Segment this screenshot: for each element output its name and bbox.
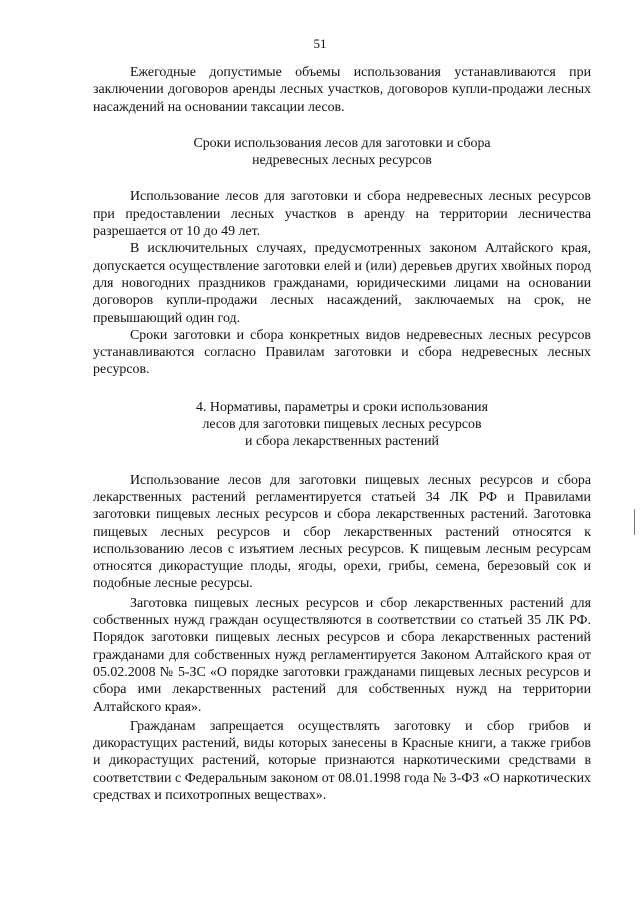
nonwood-paragraph: Использование лесов для заготовки и сбора недревесных лесных ресурсов при предоставлении лесных участков в аренду на территории лесничества разрешается от 10 до 49 лет.: [93, 189, 591, 240]
section-heading-food-resources: [93, 399, 591, 451]
food-paragraph: Использование лесов для заготовки пищевых лесных ресурсов и сбора лекарственных растений регламентируется статьей 34 ЛК РФ и Правилами заготовки пищевых лесных ресурсов и сбора лекарственных растений. Заготовка пищевых лесных ресурсов и сбор лекарственных растений относятся к использованию лесов с изъятием лесных ресурсов. К пищевым лесным ресурсам относятся дикорастущие плоды, ягоды, орехи, грибы, семена, березовый сок и подобные лесные ресурсы.: [93, 472, 591, 592]
heading-line: 4. Нормативы, параметры и сроки использования: [196, 399, 488, 415]
document-body: [93, 64, 591, 804]
food-paragraph: Заготовка пищевых лесных ресурсов и сбор лекарственных растений для собственных нужд граждан осуществляются в соответствии со статьей 35 ЛК РФ. Порядок заготовки пищевых лесных ресурсов и сбора лекарственных растений гражданами для собственных нужд регламентируется Законом Алтайского края от 05.02.2008 № 5-ЗС «О порядке заготовки гражданами пищевых лесных ресурсов и сбора ими лекарственных растений для собственных нужд на территории Алтайского края».: [93, 595, 591, 715]
page-number: 51: [313, 36, 327, 51]
nonwood-paragraph: Сроки заготовки и сбора конкретных видов недревесных лесных ресурсов устанавливаются согласно Правилам заготовки и сбора недревесных лесных ресурсов.: [93, 327, 591, 378]
heading-line: Сроки использования лесов для заготовки и сбора: [193, 135, 491, 151]
intro-paragraph: Ежегодные допустимые объемы использования устанавливаются при заключении договоров аренды лесных участков, договоров купли-продажи лесных насаждений на основании таксации лесов.: [93, 65, 591, 115]
heading-line: лесов для заготовки пищевых лесных ресурсов: [202, 417, 482, 433]
heading-line: недревесных лесных ресурсов: [252, 153, 432, 169]
nonwood-paragraph: В исключительных случаях, предусмотренных законом Алтайского края, допускается осуществление заготовки елей и (или) деревьев других хвойных пород для новогодних праздников гражданами, юридическими лицами на основании договоров купли-продажи лесных насаждений, заключаемых на срок, не превышающий один год.: [93, 241, 591, 326]
heading-line: и сбора лекарственных растений: [245, 434, 439, 450]
scan-artifact-line: [634, 509, 635, 535]
food-paragraph: Гражданам запрещается осуществлять заготовку и сбор грибов и дикорастущих растений, виды которых занесены в Красные книги, а также грибов и дикорастущих растений, которые признаются наркотическими средствами в соответствии с Федеральным законом от 08.01.1998 года № 3-ФЗ «О наркотических средствах и психотропных веществах».: [93, 718, 591, 803]
section-heading-nonwood-resources: [93, 135, 591, 170]
